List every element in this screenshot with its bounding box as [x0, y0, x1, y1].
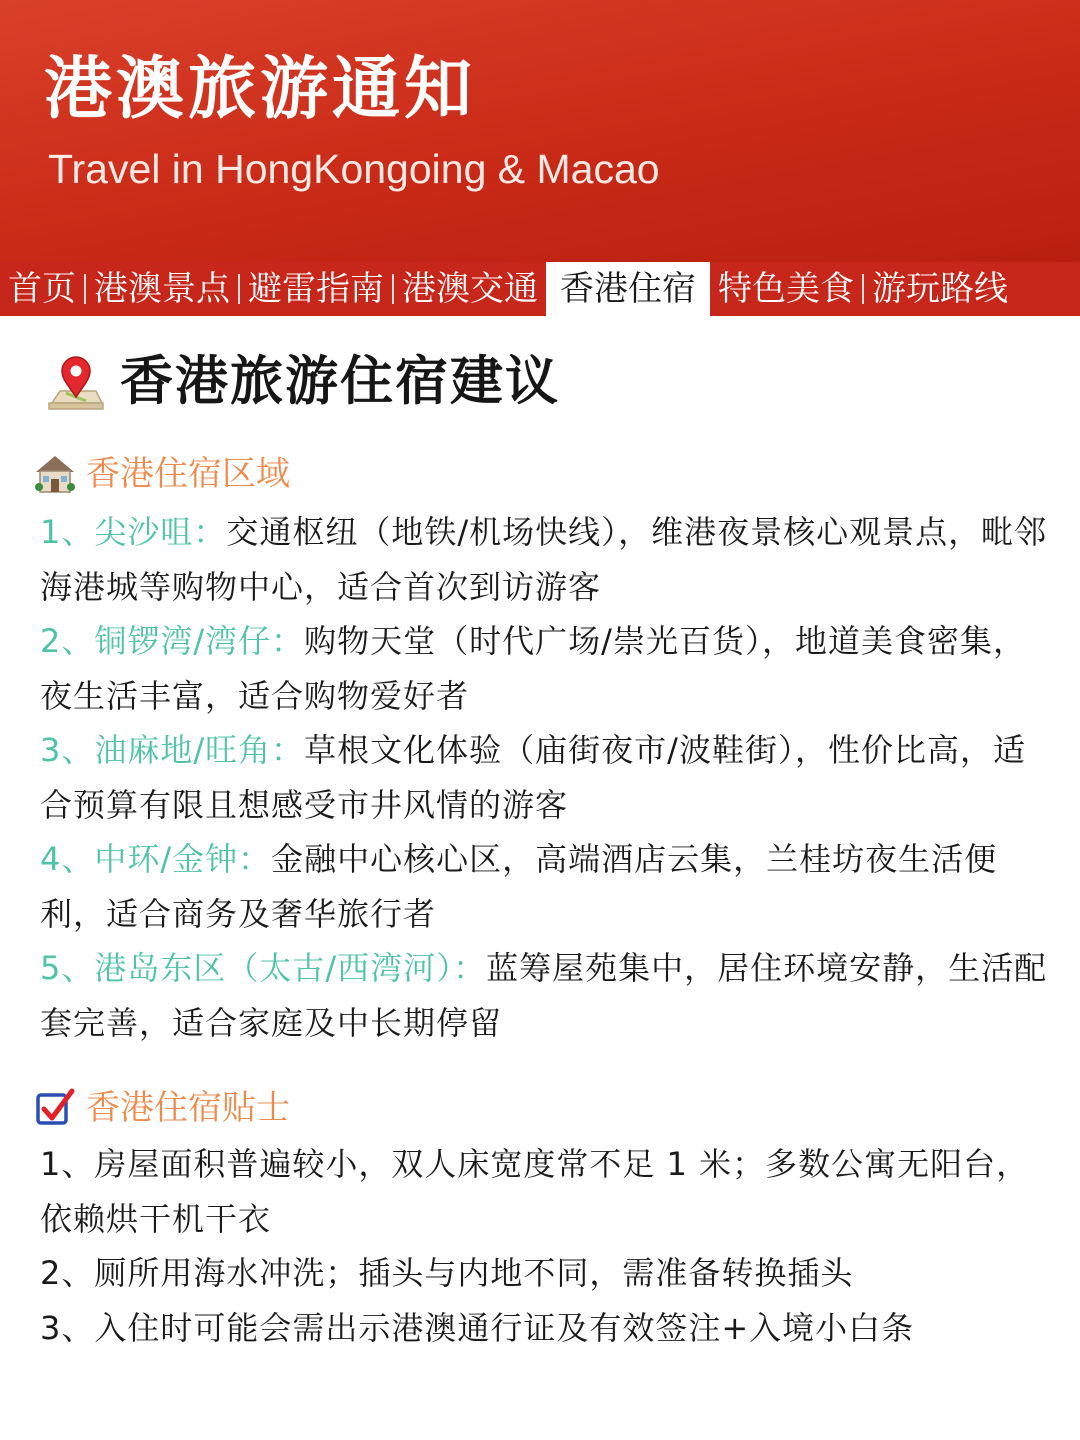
tips-list [40, 1137, 1050, 1355]
tip-item: 3、入住时可能会需出示港澳通行证及有效签注+入境小白条 [40, 1308, 915, 1347]
nav-item-pitfall-guide[interactable]: 避雷指南 [248, 269, 384, 309]
area-description: 金融中心核心区，高端酒店云集，兰桂坊夜生活便利，适合商务及奢华旅行者 [40, 840, 998, 933]
nav-divider [392, 274, 394, 304]
list-item [40, 941, 1050, 1050]
nav-divider [238, 274, 240, 304]
map-pin-icon [46, 351, 106, 413]
tip-item: 1、房屋面积普遍较小，双人床宽度常不足 1 米；多数公寓无阳台，依赖烘干机干衣 [40, 1145, 1030, 1238]
area-description: 购物天堂（时代广场/崇光百货），地道美食密集，夜生活丰富，适合购物爱好者 [40, 622, 1026, 715]
banner-title: 港澳旅游通知 [44, 50, 477, 129]
page-title: 香港旅游住宿建议 [120, 351, 560, 412]
area-description: 草根文化体验（庙街夜市/波鞋街），性价比高，适合预算有限且想感受市井风情的游客 [40, 731, 1026, 824]
banner-subtitle: Travel in HongKongoing & Macao [48, 146, 660, 192]
tips-heading [34, 1086, 290, 1130]
nav-divider [862, 274, 864, 304]
list-item [40, 723, 1050, 832]
nav-item-accommodation[interactable]: 香港住宿 [546, 262, 710, 316]
list-item [40, 505, 1050, 614]
area-label: 5、港岛东区（太古/西湾河）： [40, 949, 487, 987]
areas-heading-text: 香港住宿区域 [86, 454, 290, 494]
areas-heading [34, 452, 290, 496]
top-nav [0, 262, 1080, 316]
nav-item-transport[interactable]: 港澳交通 [402, 269, 538, 309]
house-icon [34, 453, 76, 495]
area-description: 蓝筹屋苑集中，居住环境安静，生活配套完善，适合家庭及中长期停留 [40, 949, 1048, 1042]
tip-item: 2、厕所用海水冲洗；插头与内地不同，需准备转换插头 [40, 1254, 854, 1292]
area-label: 3、油麻地/旺角： [40, 731, 305, 769]
list-item [40, 614, 1050, 723]
nav-item-attractions[interactable]: 港澳景点 [94, 269, 230, 309]
tips-heading-text: 香港住宿贴士 [86, 1088, 290, 1128]
nav-item-routes[interactable]: 游玩路线 [872, 269, 1008, 309]
area-label: 4、中环/金钟： [40, 840, 272, 878]
header-banner [0, 0, 1080, 262]
areas-list [40, 505, 1050, 1050]
area-label: 1、尖沙咀： [40, 513, 227, 551]
section-title [46, 344, 560, 420]
area-label: 2、铜锣湾/湾仔： [40, 622, 305, 660]
check-box-icon [34, 1087, 76, 1129]
nav-divider [84, 274, 86, 304]
nav-item-food[interactable]: 特色美食 [718, 269, 854, 309]
list-item [40, 832, 1050, 941]
area-description: 交通枢纽（地铁/机场快线），维港夜景核心观景点，毗邻海港城等购物中心，适合首次到访游客 [40, 513, 1048, 606]
nav-item-home[interactable]: 首页 [8, 269, 76, 309]
